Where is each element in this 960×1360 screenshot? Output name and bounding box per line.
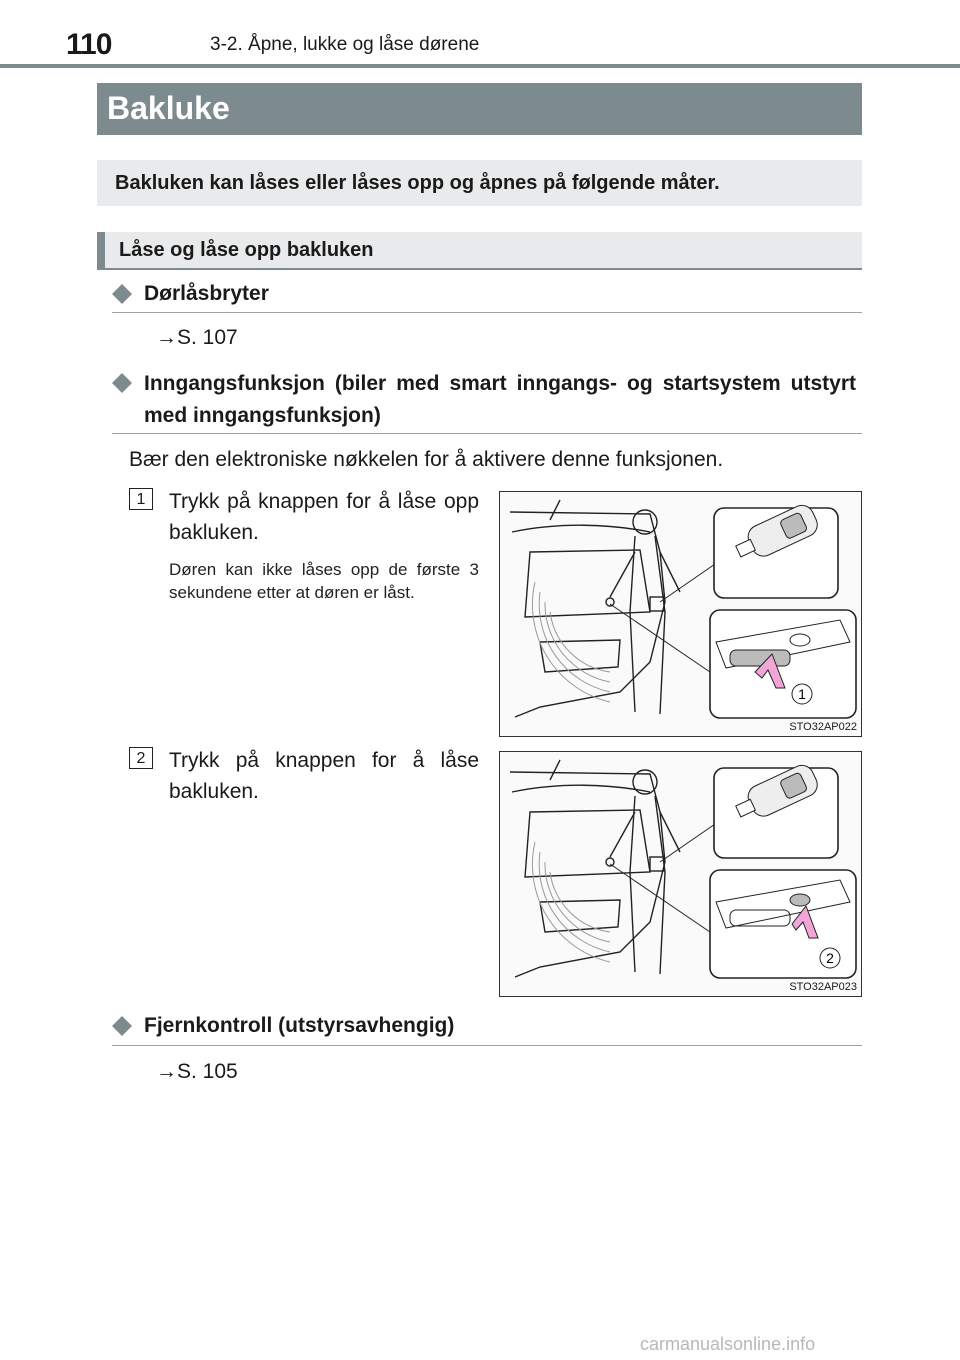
item-description: Bær den elektroniske nøkkelen for å aktivere denne funksjonen.: [129, 448, 724, 471]
figure-lock-tailgate: [499, 751, 862, 997]
subsection-heading: [97, 232, 862, 270]
figure-code: STO32AP023: [789, 981, 857, 993]
intro-box: [97, 160, 862, 206]
section-title: Bakluke: [107, 90, 230, 126]
step-1: [129, 486, 479, 646]
item-title: Dørlåsbryter: [144, 282, 269, 305]
tailgate-lock-illustration: [500, 752, 861, 996]
subsection-heading-text: Låse og låse opp bakluken: [119, 239, 374, 261]
chapter-title: 3-2. Åpne, lukke og låse dørene: [210, 34, 480, 55]
page-header: [40, 22, 920, 62]
diamond-bullet-icon: [112, 1016, 132, 1036]
header-rule: [0, 64, 960, 68]
tailgate-unlock-illustration: [500, 492, 861, 736]
item-title: Inngangsfunksjon (biler med smart inngangs- og startsystem utstyrt med inngangsfunksjon): [144, 372, 856, 427]
figure-code: STO32AP022: [789, 721, 857, 733]
item-remote-control: [112, 1012, 862, 1046]
step-text: Trykk på knappen for å låse bakluken.: [169, 749, 479, 803]
page-reference[interactable]: →S. 107: [156, 326, 238, 349]
step-note: Døren kan ikke låses opp de første 3 sekundene etter at døren er låst.: [169, 560, 479, 602]
step-number: 1: [129, 488, 153, 510]
intro-text: Bakluken kan låses eller låses opp og åpnes på følgende måter.: [115, 172, 720, 194]
page-reference[interactable]: →S. 105: [156, 1060, 238, 1083]
item-entry-function: [112, 368, 862, 434]
figure-callout: 1: [798, 686, 806, 702]
item-title: Fjernkontroll (utstyrsavhengig): [144, 1014, 455, 1037]
page-number: 110: [66, 28, 112, 61]
figure-callout: 2: [826, 950, 834, 966]
diamond-bullet-icon: [112, 284, 132, 304]
step-text: Trykk på knappen for å låse opp bakluken.: [169, 490, 479, 544]
item-door-lock-switch: [112, 280, 862, 313]
section-title-bar: [97, 83, 862, 135]
figure-unlock-tailgate: [499, 491, 862, 737]
diamond-bullet-icon: [112, 373, 132, 393]
watermark: carmanualsonline.info: [640, 1334, 816, 1354]
step-2: [129, 745, 479, 825]
step-number: 2: [129, 747, 153, 769]
